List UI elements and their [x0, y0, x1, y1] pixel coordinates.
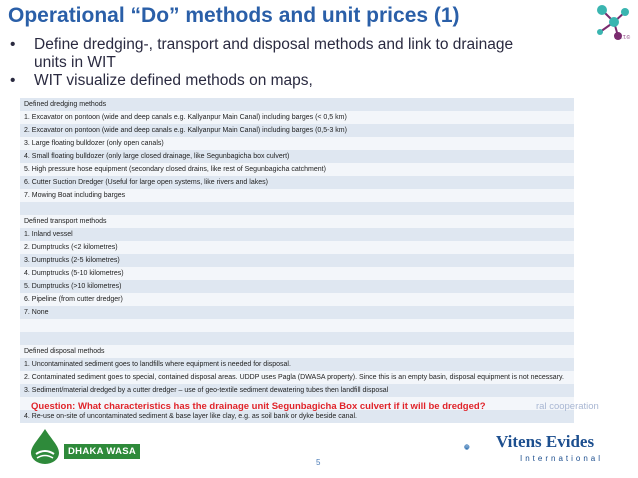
question-text: Question: What characteristics has the drainage unit Segunbagicha Box culvert if it will be dredged?: [31, 401, 486, 412]
bullet-dot-icon: •: [10, 36, 16, 53]
table-row: 4. Re-use on-site of uncontaminated sediment & base layer like clay, e.g. as soil bank or dyke beside canal.: [20, 410, 574, 423]
dredging-header: Defined dredging methods: [20, 98, 574, 111]
table-row: 4. Dumptrucks (5-10 kilometres): [20, 267, 574, 280]
bullet-list: [10, 36, 550, 90]
bullet-dot-icon: •: [10, 72, 16, 89]
wit-logo-icon: [592, 2, 632, 46]
table-row: 7. None: [20, 306, 574, 319]
dhaka-wasa-drop-icon: [28, 428, 62, 464]
table-row: 7. Mowing Boat including barges: [20, 189, 574, 202]
table-row: 3. Sediment/material dredged by a cutter dredger – use of geo-textile sediment dewatering tubes then landfill disposal: [20, 384, 574, 397]
vitens-evides-subtitle: International: [520, 454, 604, 463]
table-row: 2. Dumptrucks (<2 kilometres): [20, 241, 574, 254]
slide-title: Operational “Do” methods and unit prices (1): [8, 4, 460, 27]
bullet-text: WIT visualize defined methods on maps,: [34, 72, 313, 89]
transport-header: Defined transport methods: [20, 215, 574, 228]
dhaka-wasa-label: DHAKA WASA: [64, 444, 140, 459]
bullet-text: Define dredging-, transport and disposal methods and link to drainage units in WIT: [34, 36, 514, 71]
methods-table: [20, 98, 574, 423]
table-spacer: [20, 202, 574, 215]
table-row: 1. Inland vessel: [20, 228, 574, 241]
table-row: 5. Dumptrucks (>10 kilometres): [20, 280, 574, 293]
page-number: 5: [316, 458, 321, 467]
table-row: 4. Small floating bulldozer (only large closed drainage, like Segunbagicha box culvert): [20, 150, 574, 163]
bullet-item: [10, 36, 550, 72]
table-row: 3. Dumptrucks (2-5 kilometres): [20, 254, 574, 267]
table-row: 2. Contaminated sediment goes to special, contained disposal areas. UDDP uses Pagla (DWASA property). Since this is an empty basin, disposal equipment is not necessary.: [20, 371, 574, 384]
table-row: 6. Pipeline (from cutter dredger): [20, 293, 574, 306]
table-row: 2. Excavator on pontoon (wide and deep canals e.g. Kallyanpur Main Canal) including barges (0,5-3 km): [20, 124, 574, 137]
table-spacer: [20, 332, 574, 345]
table-spacer: [20, 319, 574, 332]
table-row: 1. Uncontaminated sediment goes to landfills where equipment is needed for disposal.: [20, 358, 574, 371]
footer-overlap-text: ral cooperation: [536, 401, 599, 412]
bullet-item: [10, 72, 550, 90]
table-row: 6. Cutter Suction Dredger (Useful for large open systems, like rivers and lakes): [20, 176, 574, 189]
disposal-header: Defined disposal methods: [20, 345, 574, 358]
table-row: 1. Excavator on pontoon (wide and deep canals e.g. Kallyanpur Main Canal) including barges (< 0,5 km): [20, 111, 574, 124]
table-row: 3. Large floating bulldozer (only open canals): [20, 137, 574, 150]
table-row: 5. High pressure hose equipment (secondary closed drains, like rest of Segunbagicha catchment): [20, 163, 574, 176]
svg-text:W.I.T.©: W.I.T.©: [614, 35, 631, 41]
vitens-evides-name: Vitens Evides: [496, 432, 595, 451]
vitens-globe-icon: [464, 432, 494, 462]
